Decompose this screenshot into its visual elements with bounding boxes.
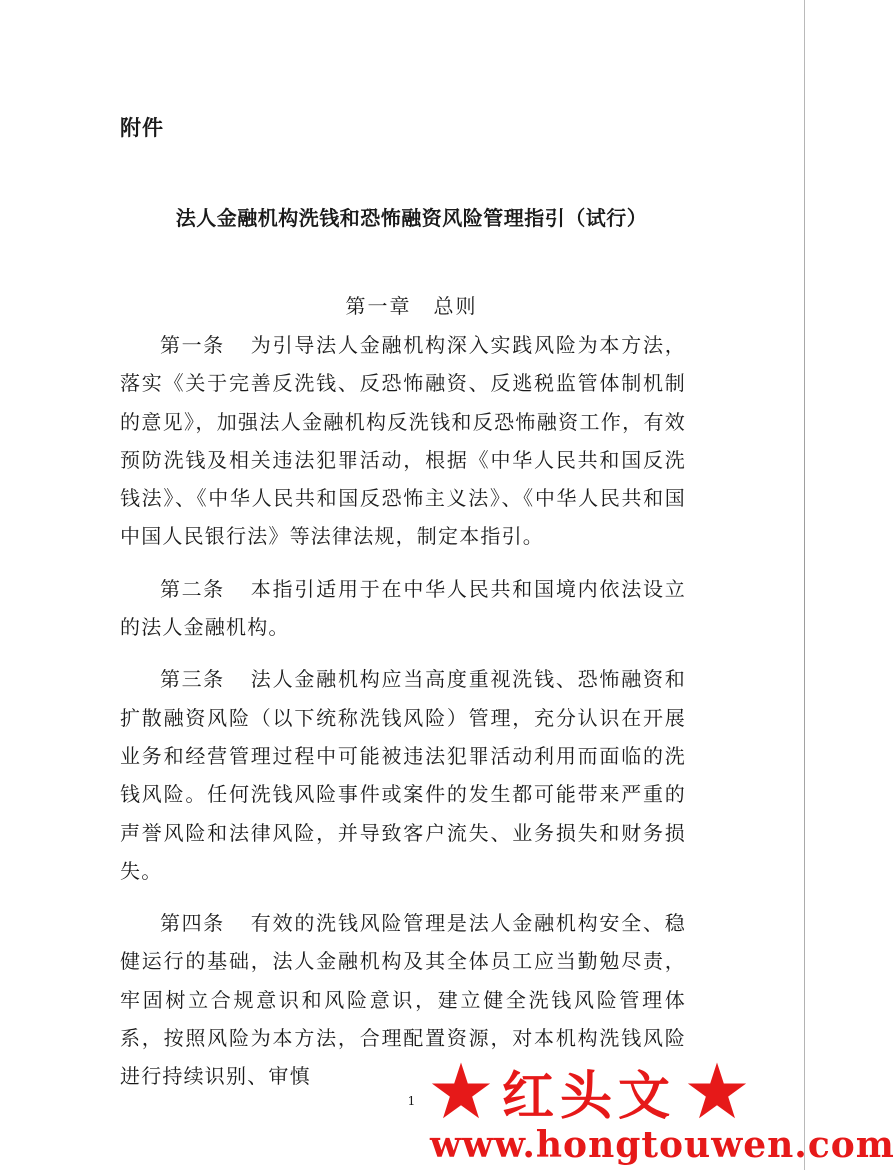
watermark-url: www.hongtouwen.com	[430, 1124, 895, 1166]
article-text: 为引导法人金融机构深入实践风险为本方法，落实《关于完善反洗钱、反恐怖融资、反逃税监管体制机制的意见》，加强法人金融机构反洗钱和反恐怖融资工作，有效预防洗钱及相关违法犯罪活动，根据《中华人民共和国反洗钱法》、《中华人民共和国反恐怖主义法》、《中华人民共和国中国人民银行法》等法律法规，制定本指引。	[120, 333, 687, 549]
page-number: 1	[407, 1094, 416, 1108]
article-label: 第四条	[160, 911, 225, 936]
article-label: 第一条	[160, 333, 225, 357]
watermark	[430, 1050, 895, 1170]
article-3	[120, 660, 686, 890]
article-label: 第二条	[160, 576, 225, 601]
article-text: 法人金融机构应当高度重视洗钱、恐怖融资和扩散融资风险（以下统称洗钱风险）管理，充分认识在开展业务和经营管理过程中可能被违法犯罪活动利用而面临的洗钱风险。任何洗钱风险事件或案件的发生都可能带来严重的声誉风险和法律风险，并导致客户流失、业务损失和财务损失。	[120, 667, 687, 883]
article-2	[120, 570, 686, 647]
star-icon	[686, 1060, 748, 1122]
scan-edge-line	[804, 0, 805, 1170]
document-body	[120, 326, 686, 1110]
chapter-heading: 第一章 总则	[345, 294, 478, 318]
article-label: 第三条	[160, 667, 225, 692]
attachment-label: 附件	[120, 116, 164, 140]
article-text: 有效的洗钱风险管理是法人金融机构安全、稳健运行的基础，法人金融机构及其全体员工应当勤勉尽责，牢固树立合规意识和风险意识，建立健全洗钱风险管理体系，按照风险为本方法，合理配置资源，对本机构洗钱风险进行持续识别、审慎	[120, 911, 687, 1089]
watermark-brand: 红头文	[502, 1065, 677, 1127]
article-text: 本指引适用于在中华人民共和国境内依法设立的法人金融机构。	[120, 576, 687, 640]
star-icon	[430, 1060, 492, 1122]
document-title: 法人金融机构洗钱和恐怖融资风险管理指引（试行）	[175, 206, 648, 230]
article-1	[120, 326, 686, 556]
